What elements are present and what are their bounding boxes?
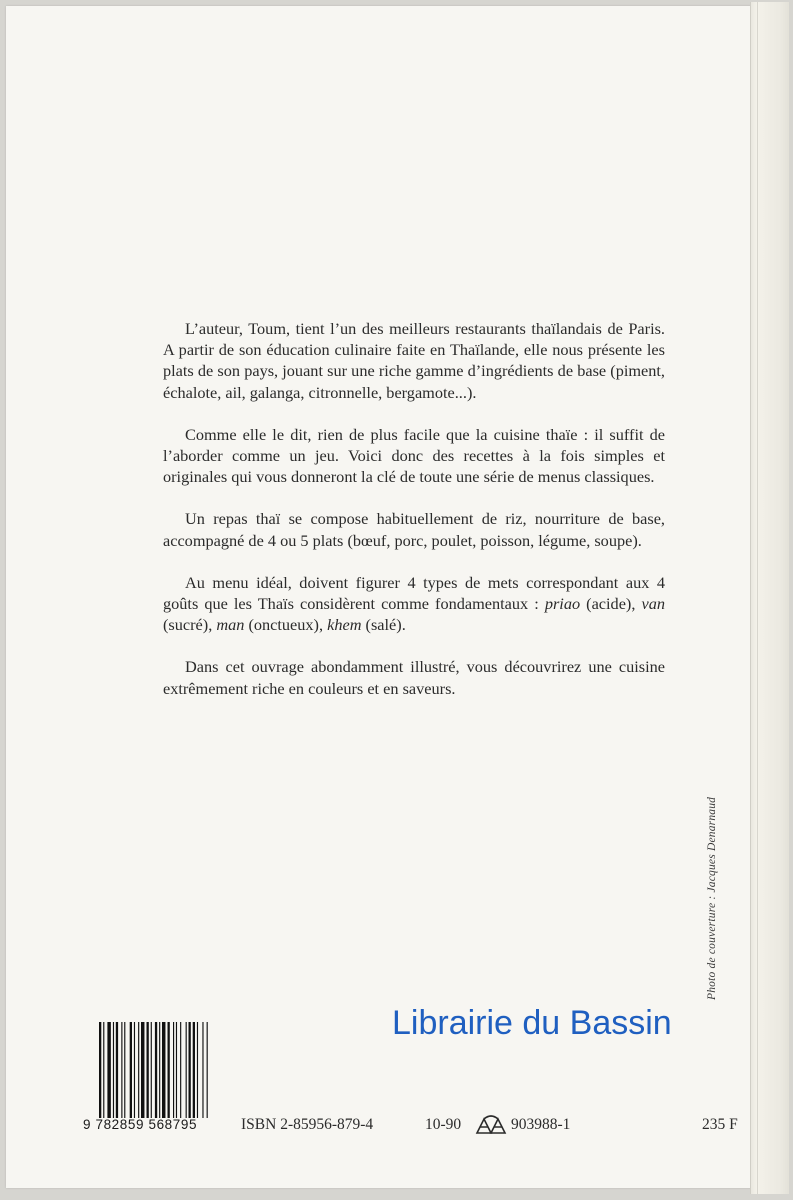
barcode-bar	[197, 1022, 198, 1118]
barcode-bar	[151, 1022, 152, 1118]
isbn: ISBN 2-85956-879-4	[241, 1116, 374, 1133]
taste-van-desc: (sucré),	[163, 615, 217, 635]
barcode-bar	[130, 1022, 132, 1118]
barcode-bar	[186, 1022, 187, 1118]
barcode-bar	[168, 1022, 170, 1118]
barcode-bar	[121, 1022, 122, 1118]
barcode-bar	[207, 1022, 208, 1118]
price: 235 F	[702, 1116, 738, 1133]
barcode-bar	[124, 1022, 125, 1118]
taste-van: van	[641, 594, 665, 614]
tastes-intro: Au menu idéal, doivent figurer 4 types de mets correspondant aux 4 goûts que les Thaïs considèrent comme fondamentaux :	[163, 572, 665, 614]
barcode-bar	[162, 1022, 165, 1118]
barcode-digits: 9 782859 568795	[83, 1117, 198, 1132]
barcode-bar	[138, 1022, 139, 1118]
barcode-bar	[180, 1022, 181, 1118]
barcode-bar	[202, 1022, 203, 1118]
barcode-bar	[99, 1022, 101, 1118]
barcode-bar	[193, 1022, 195, 1118]
taste-man: man	[216, 615, 245, 635]
blurb-paragraph-3: Un repas thaï se compose habituellement de riz, nourriture de base, accompagné de 4 ou 5 plats (bœuf, porc, poulet, poisson, légume, soupe).	[163, 509, 665, 550]
taste-man-desc: (onctueux),	[244, 615, 328, 635]
barcode-bar	[107, 1022, 110, 1118]
blurb-paragraph-5: Dans cet ouvrage abondamment illustré, vous découvrirez une cuisine extrêmement riche en couleurs et en saveurs.	[163, 657, 665, 698]
taste-khem-desc: (salé).	[361, 615, 406, 635]
blurb-paragraph-1: L’auteur, Toum, tient l’un des meilleurs restaurants thaïlandais de Paris. A partir de son éducation culinaire faite en Thaïlande, elle nous présente les plats de son pays, jouant sur une riche gamme d’ingrédients de base (piment, échalote, ail, galanga, citronnelle, bergamote...).	[163, 319, 665, 402]
taste-priao: priao	[544, 594, 581, 614]
barcode-bar	[159, 1022, 160, 1118]
barcode-bar	[147, 1022, 149, 1118]
blurb-paragraph-2: Comme elle le dit, rien de plus facile que la cuisine thaïe : il suffit de l’aborder comme un jeu. Voici donc des recettes à la fois simples et originales qui vous donneront la clé de toute une série de menus classiques.	[163, 424, 665, 487]
barcode-bar	[173, 1022, 174, 1118]
taste-priao-desc: (acide),	[580, 594, 642, 614]
barcode-bar	[103, 1022, 104, 1118]
taste-khem: khem	[327, 615, 362, 635]
reference-number: 903988-1	[511, 1116, 571, 1133]
barcode-bar	[113, 1022, 114, 1118]
publisher-logo-icon	[474, 1114, 508, 1136]
photo-credit: Photo de couverture : Jacques Denarnaud	[706, 796, 718, 1000]
barcode-bar	[189, 1022, 191, 1118]
barcode-bar	[155, 1022, 157, 1118]
book-spine	[750, 2, 789, 1194]
barcode-bar	[134, 1022, 135, 1118]
blurb	[163, 318, 665, 720]
blurb-paragraph-4	[163, 572, 665, 636]
edition-code: 10-90	[425, 1116, 462, 1133]
barcode	[97, 1022, 225, 1118]
barcode-bar	[141, 1022, 144, 1118]
spine-edge	[757, 2, 758, 1194]
barcode-bar	[116, 1022, 118, 1118]
barcode-bar	[176, 1022, 177, 1118]
watermark-text: Librairie du Bassin	[392, 1004, 672, 1042]
